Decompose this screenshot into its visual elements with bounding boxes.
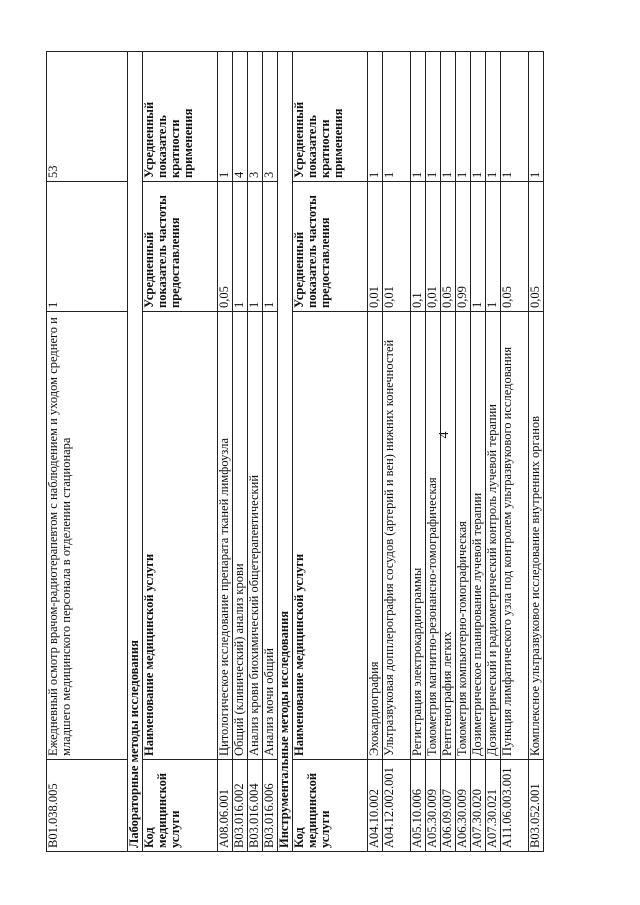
column-headers-lab	[143, 52, 218, 852]
header-code: Код медицинской услуги	[143, 760, 218, 852]
table-row	[501, 52, 529, 852]
service-name: Ежедневный осмотр врачом-радиотерапевтом с наблюдением и уходом среднего и младшего медицинского персонала в отделении стационара	[47, 312, 128, 760]
section-title: Инструментальные методы исследования	[278, 52, 293, 852]
service-name: Цитологическое исследование препарата тканей лимфоузла	[218, 312, 233, 760]
header-multiplicity: Усредненный показатель кратности применения	[143, 52, 218, 182]
service-multiplicity: 53	[47, 52, 128, 182]
service-multiplicity: 1	[501, 52, 529, 182]
service-name: Рентгенография легких	[441, 312, 456, 760]
service-name: Анализ крови биохимический общетерапевтический	[248, 312, 263, 760]
header-frequency: Усредненный показатель частоты предоставления	[143, 182, 218, 312]
section-header-lab	[128, 52, 143, 852]
service-code: A07.30.021	[486, 760, 501, 852]
table-row	[368, 52, 383, 852]
table-row	[383, 52, 411, 852]
service-multiplicity: 1	[368, 52, 383, 182]
service-multiplicity: 1	[456, 52, 471, 182]
service-name: Томометрия компьютерно-томографическая	[456, 312, 471, 760]
service-name: Дозиметрический и радиометрический контроль лучевой терапии	[486, 312, 501, 760]
table-row	[441, 52, 456, 852]
service-name: Ультразвуковая допплерография сосудов (артерий и вен) нижних конечностей	[383, 312, 411, 760]
service-code: A07.30.020	[471, 760, 486, 852]
section-title: Лабораторные методы исследования	[128, 52, 143, 852]
service-multiplicity: 4	[233, 52, 248, 182]
service-frequency: 0,1	[411, 182, 426, 312]
service-name: Комплексное ультразвуковое исследование внутренних органов	[529, 312, 544, 760]
table-row	[486, 52, 501, 852]
service-name: Эхокардиография	[368, 312, 383, 760]
header-name: Наименование медицинской услуги	[143, 312, 218, 760]
service-frequency: 0,99	[456, 182, 471, 312]
service-multiplicity: 1	[383, 52, 411, 182]
table-row	[529, 52, 544, 852]
table-row	[411, 52, 426, 852]
table-row	[456, 52, 471, 852]
service-code: A11.06.003.001	[501, 760, 529, 852]
service-code: A04.10.002	[368, 760, 383, 852]
service-code: B01.038.005	[47, 760, 128, 852]
service-multiplicity: 1	[471, 52, 486, 182]
service-code: A05.30.009	[426, 760, 441, 852]
service-multiplicity: 1	[426, 52, 441, 182]
column-headers-instr	[293, 52, 368, 852]
service-code: A06.09.007	[441, 760, 456, 852]
service-name: Общий (клинический) анализ крови	[233, 312, 248, 760]
table-row	[233, 52, 248, 852]
header-name: Наименование медицинской услуги	[293, 312, 368, 760]
service-frequency: 1	[233, 182, 248, 312]
service-frequency: 1	[486, 182, 501, 312]
service-multiplicity: 3	[248, 52, 263, 182]
table-row	[263, 52, 278, 852]
table-row	[47, 52, 128, 852]
service-frequency: 0,05	[218, 182, 233, 312]
service-multiplicity: 1	[529, 52, 544, 182]
service-name: Томометрия магнитно-резонансно-томографическая	[426, 312, 441, 760]
service-name: Анализ мочи общий	[263, 312, 278, 760]
service-name: Регистрация электрокардиограммы	[411, 312, 426, 760]
table-row	[471, 52, 486, 852]
service-frequency: 1	[47, 182, 128, 312]
service-code: B03.016.004	[248, 760, 263, 852]
service-code: A06.30.009	[456, 760, 471, 852]
header-multiplicity: Усредненный показатель кратности применения	[293, 52, 368, 182]
service-multiplicity: 1	[218, 52, 233, 182]
service-frequency: 1	[471, 182, 486, 312]
service-frequency: 1	[263, 182, 278, 312]
page-number: 4	[437, 431, 452, 439]
service-code: A08.06.001	[218, 760, 233, 852]
service-name: Пункция лимфатического узла под контролем ультразвукового исследования	[501, 312, 529, 760]
table-row	[426, 52, 441, 852]
service-code: B03.016.006	[263, 760, 278, 852]
service-frequency: 0,05	[441, 182, 456, 312]
service-name: Дозиметрическое планирование лучевой терапии	[471, 312, 486, 760]
services-table	[46, 51, 544, 852]
service-frequency: 1	[248, 182, 263, 312]
section-header-instr	[278, 52, 293, 852]
service-frequency: 0,01	[426, 182, 441, 312]
service-frequency: 0,05	[501, 182, 529, 312]
service-frequency: 0,01	[368, 182, 383, 312]
service-code: A04.12.002.001	[383, 760, 411, 852]
table-row	[248, 52, 263, 852]
header-frequency: Усредненный показатель частоты предоставления	[293, 182, 368, 312]
service-code: B03.016.002	[233, 760, 248, 852]
service-multiplicity: 1	[441, 52, 456, 182]
service-code: A05.10.006	[411, 760, 426, 852]
service-frequency: 0,01	[383, 182, 411, 312]
service-multiplicity: 1	[486, 52, 501, 182]
table-row	[218, 52, 233, 852]
service-multiplicity: 1	[411, 52, 426, 182]
service-frequency: 0,05	[529, 182, 544, 312]
service-multiplicity: 3	[263, 52, 278, 182]
header-code: Код медицинской услуги	[293, 760, 368, 852]
services-table-sheet	[46, 52, 566, 852]
service-code: B03.052.001	[529, 760, 544, 852]
